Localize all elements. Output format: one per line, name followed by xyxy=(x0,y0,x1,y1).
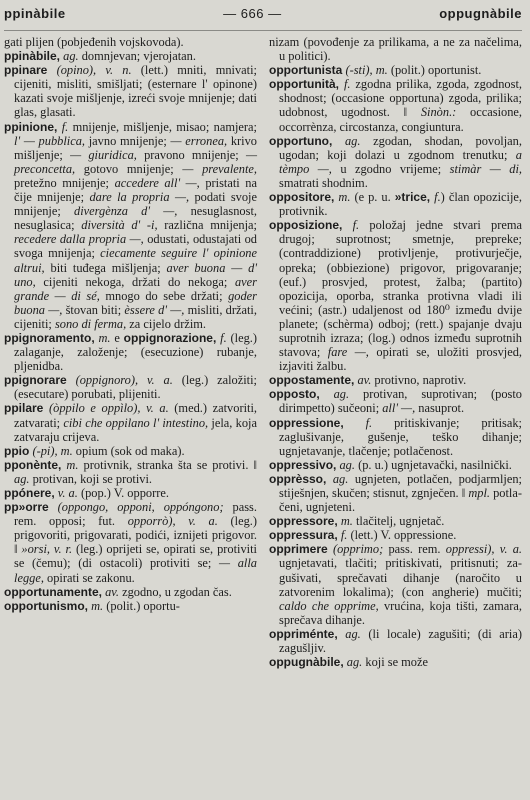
entry-headword: opportunismo, xyxy=(4,598,88,613)
entry-text: mnijenje, mišljenje, misao; namjera; xyxy=(68,119,257,134)
left-column xyxy=(4,35,257,669)
entry-text: gati plijen (pobjeđenih vojskovoda). xyxy=(4,35,184,49)
entry-text: opirati se zakonu. xyxy=(43,570,135,585)
entry-italic-text: — preconcetta, xyxy=(14,147,257,176)
dictionary-entry xyxy=(269,218,522,373)
entry-headword: ppio xyxy=(4,443,30,458)
entry-text: (p. u.) ugnjetavački, nasilnički. xyxy=(354,457,512,472)
dictionary-entry xyxy=(4,49,257,63)
entry-text: cijeniti nekoga, držati do nekoga; xyxy=(35,274,235,289)
page-number: — 666 — xyxy=(223,6,282,21)
entry-italic-text: f. xyxy=(340,528,348,543)
dictionary-entry xyxy=(269,373,522,387)
entry-italic-text: recedere dalla propria —, xyxy=(14,232,144,247)
entry-headword: opposizione, xyxy=(269,218,343,233)
entry-text: smatrati shodnim. xyxy=(279,175,368,190)
entry-text: pravono mnijenje; xyxy=(136,147,246,162)
entry-headword: oppressore, xyxy=(269,514,338,529)
dictionary-entry xyxy=(269,542,522,627)
entry-text: nizam (povođenje za prilikama, a ne za načelima, u politici). xyxy=(269,35,522,64)
entry-text: javno mnijenje; xyxy=(85,133,171,148)
entry-italic-text: goder buona —, xyxy=(14,288,257,317)
entry-headword: oppositore, xyxy=(269,190,335,205)
entry-headword: oppugnàbile, xyxy=(269,655,344,670)
entry-italic-text: (opino), v. n. xyxy=(56,63,132,78)
dictionary-entry xyxy=(4,486,257,500)
entry-text: opirati se, uložiti prosvjed, izjaviti žalbu. xyxy=(279,345,523,374)
entry-italic-text: ag. xyxy=(344,133,361,148)
dictionary-entry xyxy=(269,387,522,415)
entry-headword: ppinione, xyxy=(4,119,58,134)
entry-italic-text: oppressi), v. a. xyxy=(445,542,522,557)
entry-text: (polit.) oportu- xyxy=(103,598,180,613)
right-column xyxy=(269,35,522,669)
entry-italic-text: — erronea, xyxy=(170,133,228,148)
entry-text: položaj jedne stvari prema drugoj; suprotnost; smetnje, prepreke; (contraddizione) protivljenje, protivurječje, opreka; (obbiezione) prigovor, prigovaranje; (euf.) prosvjed, protest, žalba; (partito) opozicija, oporba, stranka protivna vladi ili većini; (astr.) udaljenost od 180⁰ između dvije planete; (schèrma) odboj; (rett.) spajanje dvaju suprotnih izraza; (log.) odnos između suprotnih stavova; xyxy=(279,218,522,360)
entry-italic-text: èssere d' —, xyxy=(124,302,185,317)
entry-text: biti tuđega mišljenja; xyxy=(44,260,167,275)
entry-headword: oppostamente, xyxy=(269,373,355,388)
entry-headword: oppressione, xyxy=(269,415,344,430)
entry-italic-text: stimàr — di, xyxy=(449,161,522,176)
entry-italic-text: aver buona — d' uno, xyxy=(14,260,257,289)
entry-text xyxy=(344,416,366,430)
dictionary-entry xyxy=(4,500,257,585)
entry-headword: opprèsso, xyxy=(269,471,327,486)
dictionary-entry xyxy=(4,458,257,486)
entry-text: (lett.) V. oppressione. xyxy=(347,528,457,543)
entry-italic-text: f. xyxy=(343,77,351,92)
entry-text: (pop.) V. opporre. xyxy=(77,486,169,500)
entry-text: (polit.) oportunist. xyxy=(387,63,482,78)
entry-text: vrućina, koja tišti, zamara, sprečava dihanje. xyxy=(279,598,522,627)
dictionary-entry xyxy=(4,120,257,331)
entry-headword: opprimere xyxy=(269,542,328,557)
entry-italic-text: f. xyxy=(434,190,441,205)
entry-italic-text: divergènza d' —, xyxy=(74,204,178,219)
entry-italic-text: ag. xyxy=(332,471,349,486)
entry-text: occasione, occorrènza, circostanza, congiuntura. xyxy=(279,105,523,134)
dictionary-entry xyxy=(269,416,522,458)
entry-text: podati svoje mnijenje; xyxy=(14,190,257,219)
entry-italic-text: m. xyxy=(338,190,351,205)
page-header xyxy=(4,6,522,31)
entry-text: protivno, naprotiv. xyxy=(371,373,467,388)
entry-text: ugnjeten, potlačen, podjarmljen; stiješnjen, skučen; stisnut, zgnječen. ‖ xyxy=(279,471,522,500)
entry-text xyxy=(67,373,76,387)
entry-headword: opportunità, xyxy=(269,77,339,92)
entry-italic-text: caldo che opprime, xyxy=(279,598,379,613)
entry-text: (leg.) zalaganje, založenje; (esecuzione) rubanje, pljenidba. xyxy=(14,330,257,374)
entry-italic-text: — alla legge, xyxy=(14,556,257,585)
entry-headword: oppressivo, xyxy=(269,457,337,472)
entry-italic-text: (-sti), m. xyxy=(345,63,388,78)
entry-italic-text: av. xyxy=(357,373,372,388)
entry-text: (leg.) založiti; (esecutare) porubati, plijeniti. xyxy=(14,373,257,402)
entry-text: u zgodno vrijeme; xyxy=(331,161,450,176)
entry-text: krivo mišljenje; xyxy=(14,133,258,162)
entry-text: pritiskivanje; pritisak; zaglušivanje, gušenje, teško dihanje; ugnjetavanje, tlačenje; potlačenost. xyxy=(279,415,522,458)
entry-italic-text: m. xyxy=(340,514,353,529)
dictionary-entry xyxy=(4,585,257,599)
dictionary-entry xyxy=(269,655,522,669)
entry-text xyxy=(320,387,334,401)
entry-text: tlačitelj, ugnjetač. xyxy=(352,514,445,529)
entry-text: misliti, držati, cijeniti; xyxy=(14,302,257,331)
dictionary-entry xyxy=(269,77,522,133)
dictionary-entry xyxy=(269,627,522,655)
entry-italic-text: all' —, xyxy=(382,401,416,416)
entry-text: jela, koja zatvaraju crijeva. xyxy=(14,415,257,444)
two-column-body xyxy=(4,35,522,669)
entry-italic-text: av. xyxy=(105,584,119,599)
entry-text: e xyxy=(110,330,124,345)
dictionary-entry xyxy=(269,190,522,218)
entry-italic-text: (oppignoro), v. a. xyxy=(75,373,173,388)
entry-headword: opportunamente, xyxy=(4,584,102,599)
entry-text xyxy=(47,63,56,77)
entry-headword: ppignoramento, xyxy=(4,330,95,345)
entry-italic-text: ag. xyxy=(63,49,79,64)
entry-headword: ppinare xyxy=(4,63,48,78)
entry-italic-text: ag. xyxy=(346,655,363,670)
entry-text: za cijelo držim. xyxy=(126,316,207,331)
entry-italic-text: a tèmpo —, xyxy=(279,147,522,176)
entry-headword: opposto, xyxy=(269,387,320,402)
entry-italic-text: f. xyxy=(365,415,373,430)
entry-text: (leg.) oprijeti se, opirati se, protiviti se (čemu); (di ostacoli) protiviti se; xyxy=(14,542,257,571)
entry-text: potlačeni, ugnjeteni. xyxy=(279,486,523,515)
entry-text: zgodan, shodan, povoljan, ugodan; koji dolazi u zgodnom trenutku; xyxy=(279,133,522,162)
dictionary-entry xyxy=(269,134,522,190)
dictionary-entry xyxy=(269,528,522,542)
entry-text: ) član opozicije, protivnik. xyxy=(279,190,522,219)
entry-italic-text: (opprimo; xyxy=(332,542,384,557)
entry-italic-text: »orsi, v. r. xyxy=(21,542,73,557)
entry-text: odustati, odustajati od svoga mnijenja; xyxy=(14,232,257,261)
dictionary-entry xyxy=(269,472,522,514)
entry-headword: ppinàbile, xyxy=(4,49,61,64)
entry-text: nasuprot. xyxy=(415,401,465,416)
entry-headword: oppressura, xyxy=(269,528,338,543)
entry-text: (e p. u. xyxy=(350,190,395,205)
dictionary-entry xyxy=(4,331,257,373)
entry-headword: »trice, xyxy=(394,190,431,205)
entry-headword: pp»orre xyxy=(4,500,49,515)
entry-italic-text: f. xyxy=(220,330,227,345)
entry-italic-text: f. xyxy=(352,218,360,233)
dictionary-entry xyxy=(269,514,522,528)
entry-italic-text: ag. xyxy=(14,471,30,486)
entry-italic-text: diversità d' -i, xyxy=(81,218,158,233)
entry-text: pass. rem. opposi; fut. xyxy=(14,500,257,529)
dictionary-entry xyxy=(4,401,257,443)
entry-italic-text: cibi che oppilano l' intestino, xyxy=(63,415,209,430)
entry-italic-text: (-pi), m. xyxy=(32,443,73,458)
entry-italic-text: f. xyxy=(61,119,69,134)
entry-italic-text: mpl. xyxy=(468,486,490,500)
entry-headword: opportunista xyxy=(269,63,343,78)
entry-headword: ppignorare xyxy=(4,373,67,388)
entry-text: štovan biti; xyxy=(62,302,125,317)
dictionary-entry xyxy=(269,63,522,77)
entry-italic-text: m. xyxy=(66,457,79,472)
dictionary-entry xyxy=(4,373,257,401)
entry-text: domnjevan; vjerojatan. xyxy=(78,49,196,64)
entry-text: koji se može xyxy=(362,655,429,670)
header-last-entry: oppugnàbile xyxy=(439,6,522,21)
header-first-entry: ppinàbile xyxy=(4,6,66,21)
entry-text xyxy=(342,218,352,232)
entry-text: zgodna prilika, zgoda, zgodnost, shodnost; (occasione opportuna) zgoda, prilika; udobnost, ugodnost. ‖ xyxy=(279,77,522,120)
entry-italic-text: — prevalente, xyxy=(182,161,257,176)
entry-headword: ppilare xyxy=(4,401,44,416)
entry-text: opium (sok od maka). xyxy=(72,443,185,458)
entry-italic-text: fare —, xyxy=(327,345,369,360)
entry-text: mnogo do sebe držati; xyxy=(99,288,229,303)
dictionary-entry xyxy=(4,599,257,613)
entry-italic-text: opporrò), v. a. xyxy=(127,514,218,529)
entry-headword: opportuno, xyxy=(269,133,333,148)
entry-text: (li locale) zagušiti; (di aria) zagušljiv. xyxy=(279,626,522,656)
dictionary-entry xyxy=(4,35,257,49)
entry-italic-text: — giuridica, xyxy=(70,147,137,162)
entry-text: zgodno, u zgodan čas. xyxy=(118,584,232,599)
dictionary-entry xyxy=(269,35,522,63)
entry-italic-text: l' — pubblica, xyxy=(14,133,86,148)
entry-text: pass. rem. xyxy=(383,542,446,557)
dictionary-entry xyxy=(269,458,522,472)
entry-italic-text: (oppongo, opponi, oppóngono; xyxy=(57,500,224,515)
entry-text: (lett.) mniti, mnivati; cijeniti, misliti, smišljati; (esternare l' opinone) kazati svoje mišljenje, izreći svoje mnijenje; dati glas, glasati. xyxy=(14,63,257,120)
entry-text: različna mnijenja; xyxy=(157,218,258,233)
entry-text xyxy=(332,134,345,148)
entry-text: ugnjetavati, tlačiti; pritiskivati, pritisnuti; zagušivati, sprečavati dihanje (naročito u zatvorenim lokalima); (con angherie) mučiti; xyxy=(279,556,522,599)
entry-italic-text: Sinòn.: xyxy=(420,105,457,120)
entry-text: (leg.) prigovoriti, prigovarati, podići, iznijeti prigovor. ‖ xyxy=(14,514,257,557)
dictionary-entry xyxy=(4,63,257,119)
entry-italic-text: aver grande — di sé, xyxy=(14,274,257,303)
dictionary-entry xyxy=(4,444,257,458)
entry-italic-text: ciecamente seguire l' opinione altrui, xyxy=(14,246,258,275)
entry-text: gotovo mnijenje; xyxy=(75,161,183,176)
entry-text: protivan, koji se protivi. xyxy=(29,471,153,486)
entry-headword: pponènte, xyxy=(4,457,62,472)
entry-text: pristati na čije mnijenje; xyxy=(14,175,257,205)
entry-headword: ppónere, xyxy=(4,486,55,500)
entry-italic-text: m. xyxy=(98,330,111,345)
entry-text: pretežno mnijenje; xyxy=(14,175,115,190)
entry-italic-text: m. xyxy=(91,598,104,613)
entry-text: protivan, suprotivan; (posto dirimpetto) sučeoni; xyxy=(279,387,522,416)
entry-italic-text: v. a. xyxy=(57,486,78,500)
entry-italic-text: ag. xyxy=(345,626,361,641)
entry-headword: oppignorazione, xyxy=(123,330,217,345)
entry-italic-text: accedere all' —, xyxy=(114,175,200,190)
entry-text: nesuglasnost, nesuglasica; xyxy=(14,204,257,233)
entry-italic-text: sono di ferma, xyxy=(54,316,127,331)
entry-italic-text: ag. xyxy=(333,387,350,402)
entry-headword: oppriménte, xyxy=(269,626,338,641)
entry-italic-text: (òppilo e oppìlo), v. a. xyxy=(49,401,169,416)
entry-italic-text: ag. xyxy=(339,457,355,472)
entry-text: protivnik, stranka šta se protivi. ‖ xyxy=(78,457,257,472)
entry-text: (med.) zatvoriti, zatvarati; xyxy=(14,401,257,430)
entry-text xyxy=(49,500,58,514)
entry-italic-text: dare la propria —, xyxy=(89,190,190,205)
